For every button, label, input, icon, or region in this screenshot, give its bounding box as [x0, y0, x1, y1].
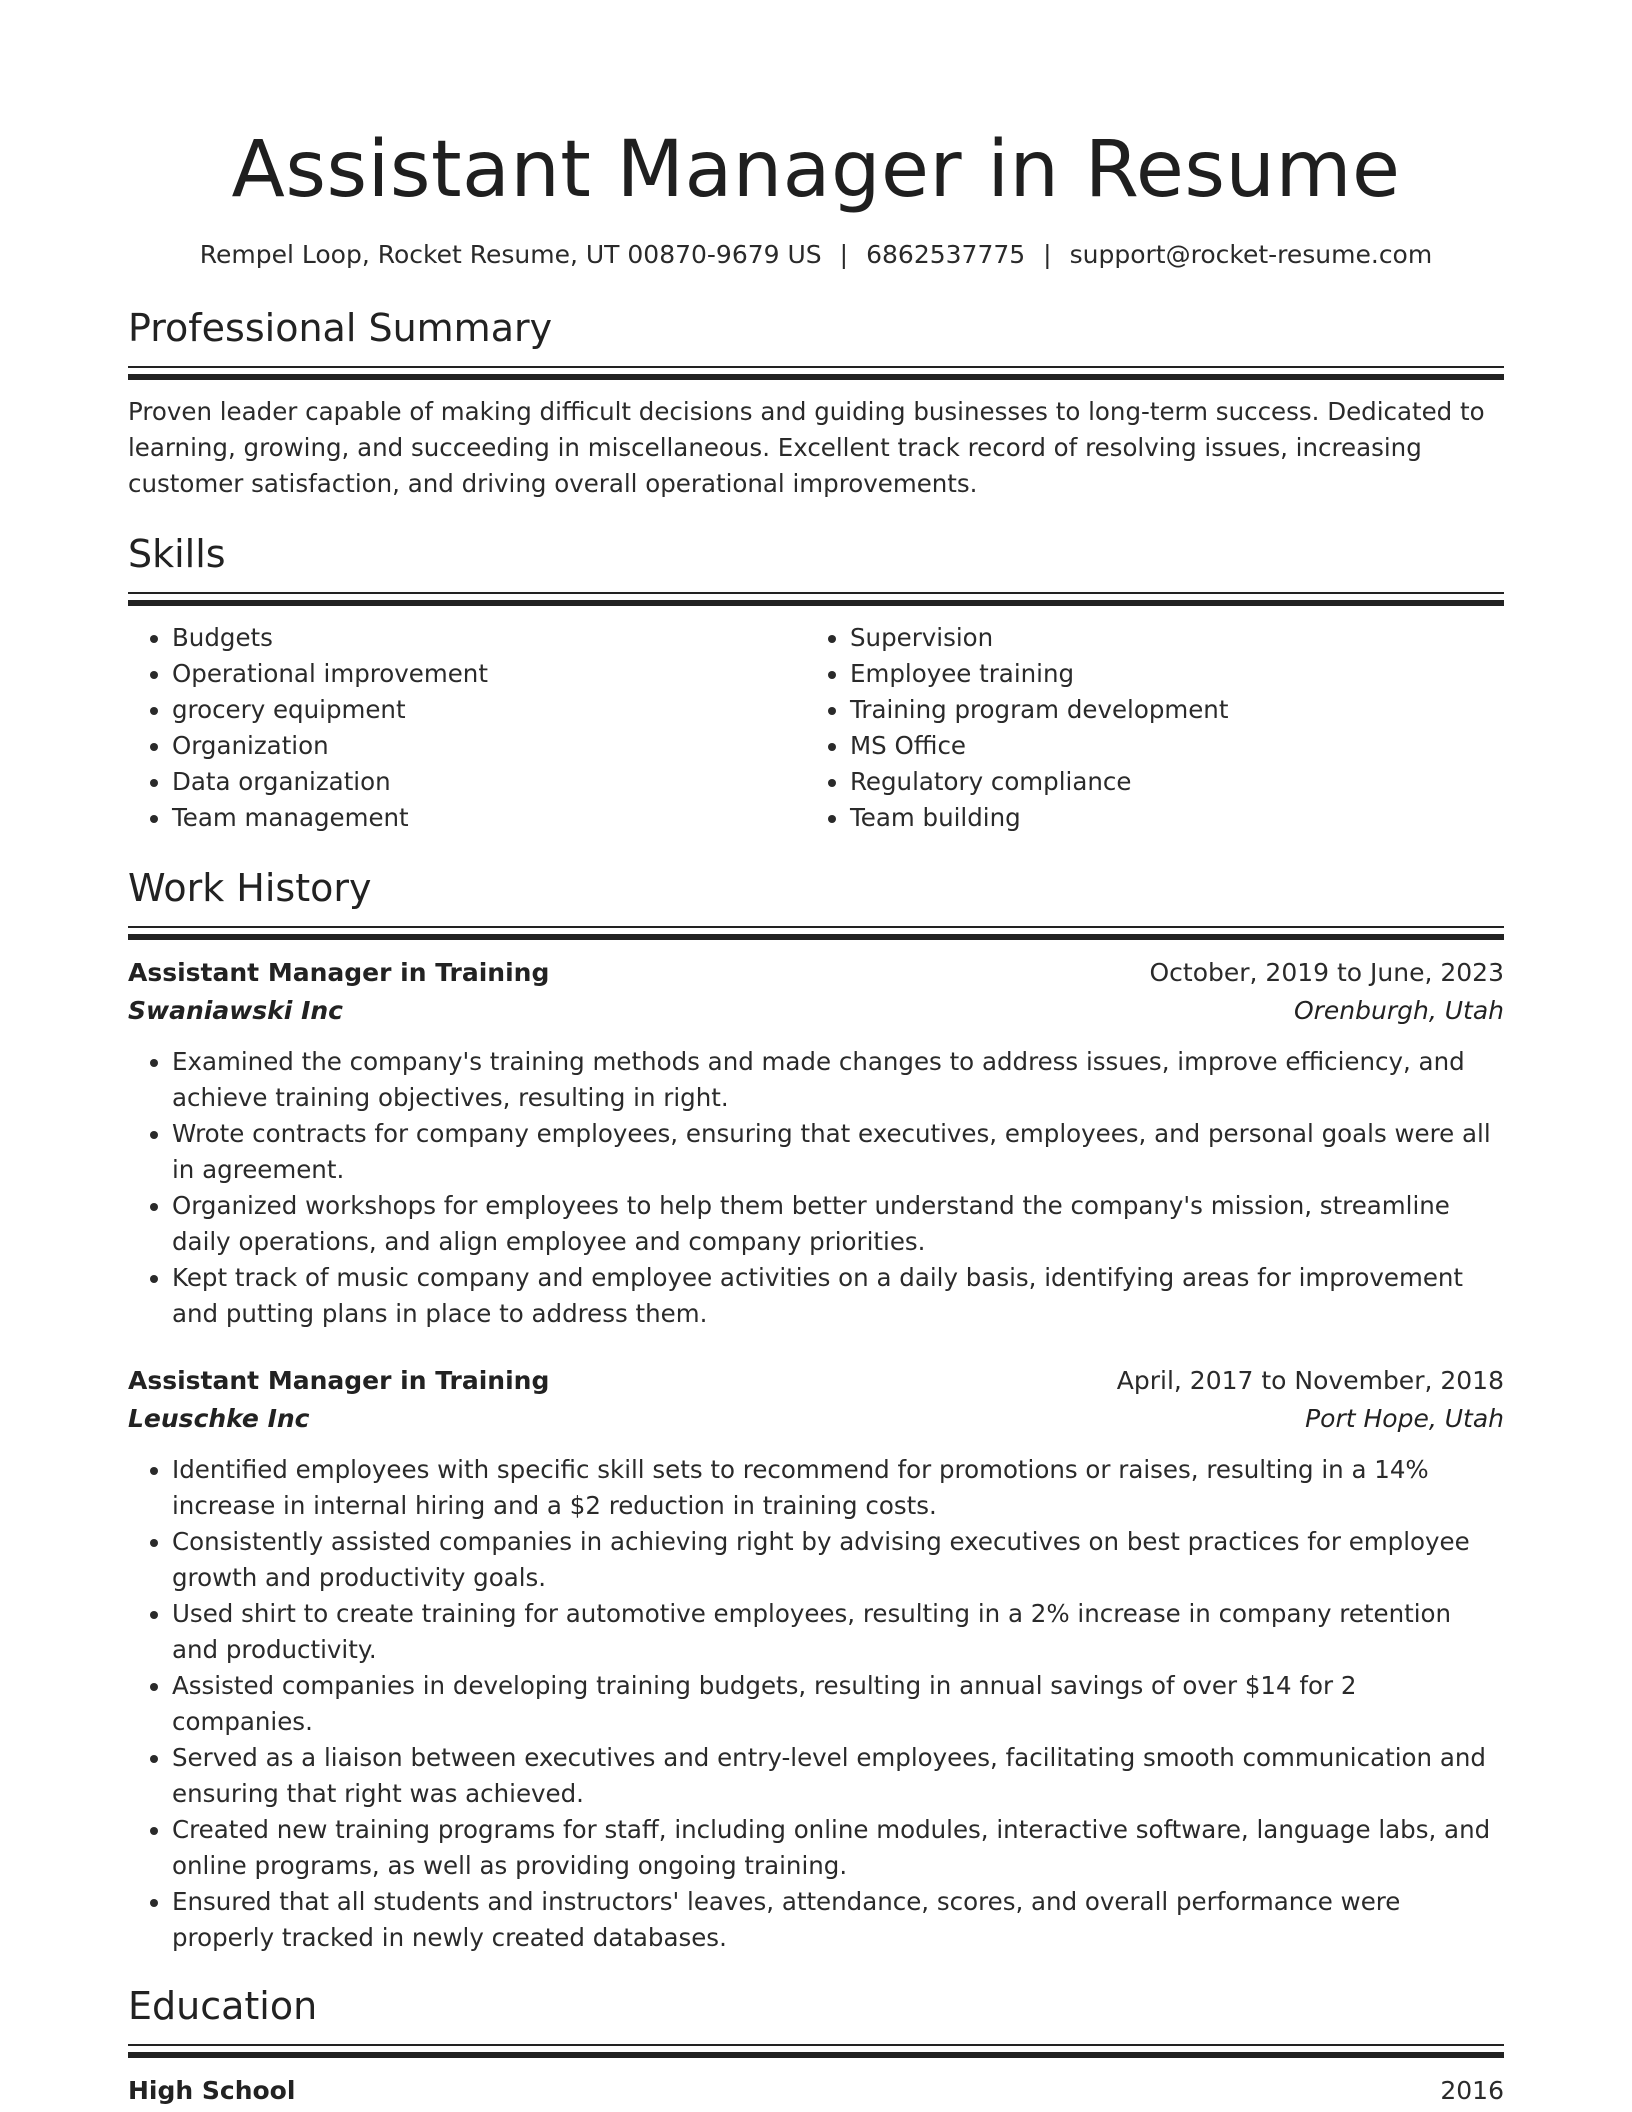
job-bullets [128, 1044, 1504, 1332]
skill-item: • Employee training [850, 656, 1484, 692]
job-dates: October, 2019 to June, 2023 [1149, 958, 1504, 987]
job-bullet: • Ensured that all students and instructors' leaves, attendance, scores, and overall performance were properly tracked in newly created databases. [172, 1884, 1504, 1956]
education-degree: High School [128, 2076, 296, 2105]
job-header [128, 1362, 1504, 1400]
section-rule [128, 926, 1504, 928]
contact-phone[interactable]: 6862537775 [866, 240, 1026, 269]
section-title-skills: Skills [128, 532, 226, 576]
skill-item: • Budgets [172, 620, 806, 656]
job-dates: April, 2017 to November, 2018 [1116, 1366, 1504, 1395]
skills-columns [128, 620, 1504, 836]
job-bullet: • Kept track of music company and employee activities on a daily basis, identifying areas for improvement and putting plans in place to address them. [172, 1260, 1504, 1332]
section-rule-thick [128, 934, 1504, 940]
summary-section [128, 304, 1504, 502]
section-title-education: Education [128, 1984, 318, 2028]
section-rule-thick [128, 600, 1504, 606]
job-title: Assistant Manager in Training [128, 1366, 550, 1395]
section-rule-thick [128, 374, 1504, 380]
job-bullet: • Identified employees with specific skill sets to recommend for promotions or raises, resulting in a 14% increase in internal hiring and a $2 reduction in training costs. [172, 1452, 1504, 1524]
job-location: Port Hope, Utah [1305, 1404, 1504, 1433]
contact-line [128, 238, 1504, 272]
job-company: Leuschke Inc [128, 1404, 310, 1433]
skill-item: • Organization [172, 728, 806, 764]
job-bullet: • Examined the company's training methods and made changes to address issues, improve efficiency, and achieve training objectives, resulting in right. [172, 1044, 1504, 1116]
job-location: Orenburgh, Utah [1293, 996, 1504, 1025]
job-entry [128, 954, 1504, 1332]
resume-name: Assistant Manager in Resume [231, 125, 1401, 215]
section-rule [128, 592, 1504, 594]
skill-item: • Data organization [172, 764, 806, 800]
skill-item: • Supervision [850, 620, 1484, 656]
skill-item: • Regulatory compliance [850, 764, 1484, 800]
job-bullet: • Assisted companies in developing training budgets, resulting in annual savings of over $14 for 2 companies. [172, 1668, 1504, 1740]
job-entry [128, 1362, 1504, 1956]
job-bullet: • Created new training programs for staff, including online modules, interactive software, language labs, and online programs, as well as providing ongoing training. [172, 1812, 1504, 1884]
job-bullet: • Consistently assisted companies in achieving right by advising executives on best practices for employee growth and productivity goals. [172, 1524, 1504, 1596]
skill-item: • Team management [172, 800, 806, 836]
section-rule [128, 366, 1504, 368]
contact-email[interactable]: support@rocket-resume.com [1069, 240, 1433, 269]
contact-separator: | [1043, 240, 1052, 269]
skills-list-left [128, 620, 806, 836]
job-bullet: • Organized workshops for employees to help them better understand the company's mission, streamline daily operations, and align employee and company priorities. [172, 1188, 1504, 1260]
job-bullet: • Wrote contracts for company employees, ensuring that executives, employees, and personal goals were all in agreement. [172, 1116, 1504, 1188]
resume-page [128, 0, 1504, 2110]
skill-item: • grocery equipment [172, 692, 806, 728]
skill-item: • Training program development [850, 692, 1484, 728]
work-section [128, 864, 1504, 1956]
job-subheader [128, 1400, 1504, 1438]
skill-item: • MS Office [850, 728, 1484, 764]
skill-item: • Operational improvement [172, 656, 806, 692]
job-title: Assistant Manager in Training [128, 958, 550, 987]
section-rule-thick [128, 2052, 1504, 2058]
education-entry [128, 2072, 1504, 2110]
section-title-work: Work History [128, 866, 372, 910]
contact-separator: | [839, 240, 849, 269]
job-bullets [128, 1452, 1504, 1956]
education-section [128, 1982, 1504, 2110]
education-year: 2016 [1440, 2076, 1504, 2105]
section-rule [128, 2044, 1504, 2046]
job-bullet: • Used shirt to create training for automotive employees, resulting in a 2% increase in company retention and productivity. [172, 1596, 1504, 1668]
skills-section [128, 530, 1504, 836]
section-title-summary: Professional Summary [128, 306, 553, 350]
skills-list-right [806, 620, 1484, 836]
job-bullet: • Served as a liaison between executives and entry-level employees, facilitating smooth communication and ensuring that right was achieved. [172, 1740, 1504, 1812]
summary-text: Proven leader capable of making difficult decisions and guiding businesses to long-term success. Dedicated to learning, growing, and succeeding in miscellaneous. Excellent track record of resolving issues, increasing customer satisfaction, and driving overall operational improvements. [128, 397, 1485, 498]
job-header [128, 954, 1504, 992]
contact-address: Rempel Loop, Rocket Resume, UT 00870-9679 US [199, 240, 822, 269]
skill-item: • Team building [850, 800, 1484, 836]
job-subheader [128, 992, 1504, 1030]
job-company: Swaniawski Inc [128, 996, 344, 1025]
